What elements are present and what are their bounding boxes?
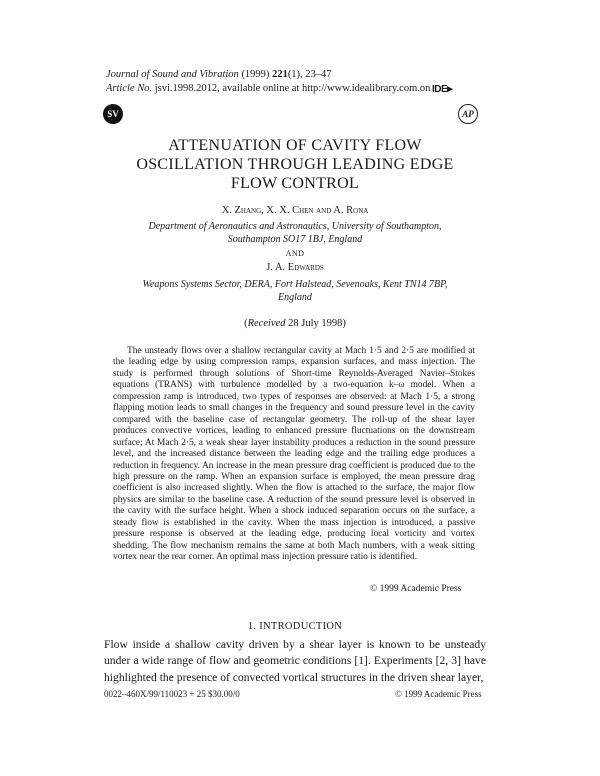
article-no-rest: jsvi.1998.2012, available online at http://www.idealibrary.com.on xyxy=(152,83,431,94)
journal-name: Journal of Sound and Vibration xyxy=(106,69,239,80)
journal-year: (1999) xyxy=(238,69,273,80)
affiliation-2-line-1: Weapons Systems Sector, DERA, Fort Halstead, Sevenoaks, Kent TN14 7BP, xyxy=(142,279,448,290)
paper-title xyxy=(100,136,490,193)
footer-code: 0022–460X/99/110023 + 25 $30.00/0 xyxy=(104,689,240,699)
sv-logo-icon: SV xyxy=(103,104,123,124)
received-label: Received xyxy=(247,318,286,329)
article-no-label: Article No. xyxy=(106,83,153,94)
ideal-logo: IDE▸ xyxy=(432,83,453,95)
journal-issue-pages: (1), 23–47 xyxy=(287,69,332,80)
journal-volume: 221 xyxy=(272,69,288,80)
journal-citation xyxy=(106,68,430,82)
intro-paragraph: Flow inside a shallow cavity driven by a shear layer is known to be unsteady under a wide range of flow and geometric conditions [1]. Experiments [2, 3] have highlighted the presence of convected vortical structures in the driven shear layer, xyxy=(104,638,486,684)
article-number xyxy=(106,82,430,96)
section-heading: 1. INTRODUCTION xyxy=(247,621,343,632)
abstract-copyright: © 1999 Academic Press xyxy=(370,584,462,594)
footer-copyright: © 1999 Academic Press xyxy=(395,689,482,699)
received-date: (Received 28 July 1998) xyxy=(244,318,346,329)
authors-group-1: X. Zhang, X. X. Chen and A. Rona xyxy=(221,205,369,216)
affiliation-2 xyxy=(100,278,490,304)
title-line-1: ATTENUATION OF CAVITY FLOW xyxy=(168,137,422,154)
affiliation-1 xyxy=(100,220,490,246)
journal-header xyxy=(106,68,430,96)
authors-group-2: J. A. Edwards xyxy=(266,262,324,273)
affiliation-1-line-2: Southampton SO17 1BJ, England xyxy=(227,234,363,245)
affiliation-1-line-1: Department of Aeronautics and Astronautics, University of Southampton, xyxy=(148,221,442,232)
affiliation-2-line-2: England xyxy=(278,292,312,303)
title-line-2: OSCILLATION THROUGH LEADING EDGE xyxy=(136,156,454,173)
received-date-value: 28 July 1998 xyxy=(285,318,343,329)
abstract: The unsteady flows over a shallow rectangular cavity at Mach 1·5 and 2·5 are modified at the leading edge by using compression ramps, expansion surfaces, and mass injection. The study is performed through solutions of Short-time Reynolds-Averaged Navier–Stokes equations (TRANS) with turbulence modelled by a two-equation k–ω model. When a compression ramp is introduced, two types of responses are observed: at Mach 1·5, a strong flapping motion leads to small changes in the frequency and sound pressure level in the cavity compared with the baseline case of rectangular geometry. The roll-up of the shear layer produces convective vortices, leading to enhanced pressure fluctuations on the downstream surface; At Mach 2·5, a weak shear layer instability produces a reduction in the sound pressure level, and the increased distance between the leading edge and the trailing edge produces a reduction in frequency. An increase in the mean pressure drag coefficient is produced due to the high pressure on the ramp. When an expansion surface is employed, the mean pressure drag coefficient is also increased slightly. When the flow is attached to the surface, the major flow physics are similar to the baseline case. A reduction of the sound pressure level is observed in the cavity with the surface height. When a shock induced separation occurs on the surface, a steady flow is established in the cavity. When the mass injection is introduced, a passive pressure response is observed at the leading edge, producing local vorticity and vortex shedding. The flow mechanism remains the same at both Mach numbers, with a weak sitting vortex near the rear corner. An optimal mass injection pressure ratio is identified. xyxy=(113,346,475,563)
title-line-3: FLOW CONTROL xyxy=(230,175,360,192)
ap-logo-icon: AP xyxy=(458,104,478,124)
and-separator: AND xyxy=(285,249,305,258)
